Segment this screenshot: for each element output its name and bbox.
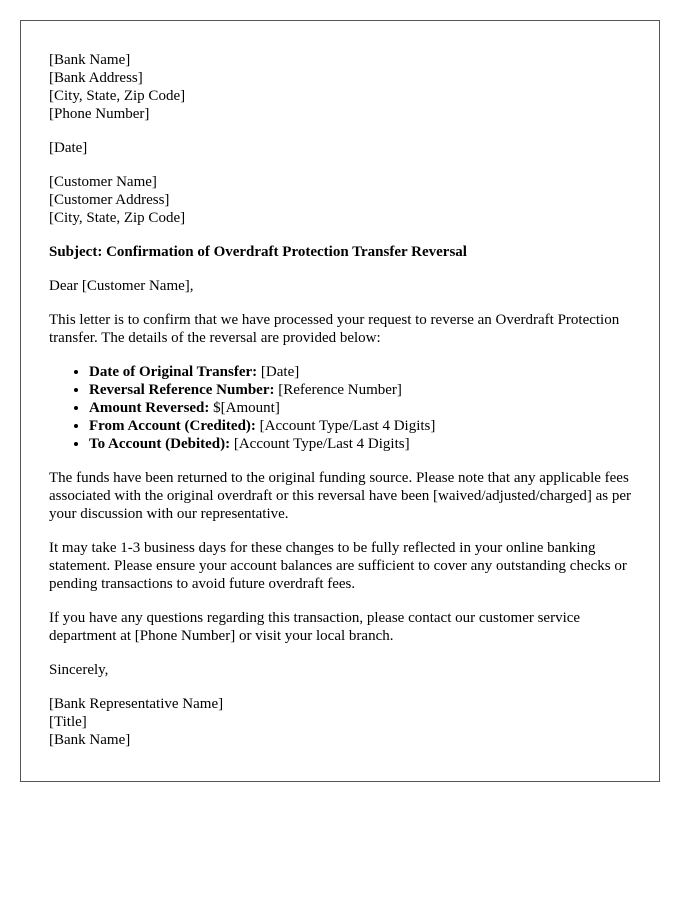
detail-value: [Reference Number] [274,382,402,398]
timing-paragraph: It may take 1-3 business days for these changes to be fully reflected in your online banking statement. Please ensure your account balances are sufficient to cover any outstanding checks or pending transactions to avoid future overdraft fees. [49,540,627,592]
sender-city-state-zip: [City, State, Zip Code] [49,88,186,104]
detail-label: Reversal Reference Number: [89,382,275,398]
detail-item [89,417,631,435]
detail-label: Date of Original Transfer: [89,364,258,380]
sender-address [49,51,631,123]
reversal-details-list [49,363,631,453]
recipient-address [49,173,631,227]
sender-bank-name: [Bank Name] [49,52,131,68]
detail-label: Amount Reversed: [89,400,210,416]
contact-paragraph: If you have any questions regarding this transaction, please contact our customer service department at [Phone Number] or visit your local branch. [49,610,581,644]
subject-line: Subject: Confirmation of Overdraft Protection Transfer Reversal [49,244,467,260]
detail-value: [Account Type/Last 4 Digits] [255,418,436,434]
detail-label: From Account (Credited): [89,418,256,434]
detail-item [89,381,631,399]
letter-date: [Date] [49,140,88,156]
detail-value: [Account Type/Last 4 Digits] [230,436,410,452]
closing: Sincerely, [49,662,109,678]
recipient-name: [Customer Name] [49,174,157,190]
recipient-address-line: [Customer Address] [49,192,170,208]
signature-block [49,695,631,749]
detail-item [89,363,631,381]
signature-name: [Bank Representative Name] [49,696,224,712]
detail-value: $[Amount] [209,400,280,416]
sender-phone: [Phone Number] [49,106,150,122]
intro-paragraph: This letter is to confirm that we have processed your request to reverse an Overdraft Protection transfer. The details of the reversal are provided below: [49,312,620,346]
detail-item [89,435,631,453]
signature-title: [Title] [49,714,87,730]
detail-label: To Account (Debited): [89,436,231,452]
funds-paragraph: The funds have been returned to the original funding source. Please note that any applicable fees associated with the original overdraft or this reversal have been [waived/adjusted/charged] as per your discussion with our representative. [49,470,631,522]
signature-bank: [Bank Name] [49,732,131,748]
letter [20,20,660,782]
salutation: Dear [Customer Name], [49,278,194,294]
detail-value: [Date] [257,364,300,380]
recipient-city-state-zip: [City, State, Zip Code] [49,210,186,226]
detail-item [89,399,631,417]
sender-bank-address: [Bank Address] [49,70,143,86]
